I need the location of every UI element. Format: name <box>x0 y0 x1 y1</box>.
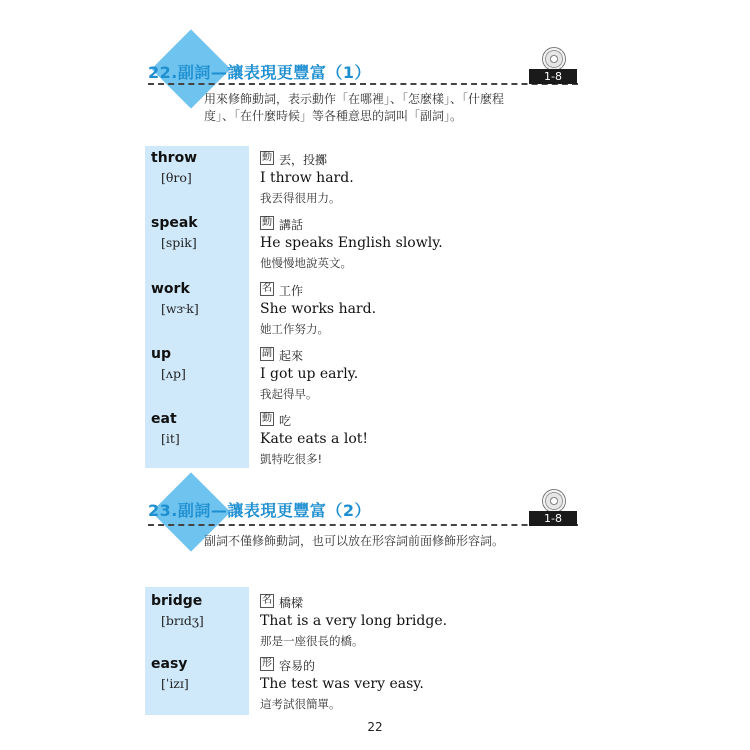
phonetic: [ˈizɪ] <box>161 676 189 691</box>
phonetic: [ʌp] <box>161 366 186 381</box>
part-of-speech-badge: 動 <box>262 152 272 163</box>
vocab-entry <box>145 346 585 408</box>
vocab-entry <box>145 411 585 473</box>
part-of-speech-badge: 副 <box>262 348 272 359</box>
description-line: 用來修飾動詞，表示動作「在哪裡」、「怎麼樣」、「什麼程 <box>204 92 505 106</box>
phonetic: [spik] <box>161 235 197 250</box>
example-translation: 這考試很簡單。 <box>260 697 341 711</box>
section-title: 23.副詞—讓表現更豐富（2） <box>148 501 371 520</box>
example-sentence: She works hard. <box>260 301 377 317</box>
example-sentence: I got up early. <box>260 366 359 382</box>
meaning: 丟，投擲 <box>279 153 328 167</box>
description-line: 度」、「在什麼時候」等各種意思的詞叫「副詞」。 <box>204 109 463 123</box>
phonetic: [θro] <box>161 170 192 185</box>
vocab-entry <box>145 150 585 212</box>
vocab-table-23 <box>145 587 585 715</box>
cd-icon <box>542 489 566 513</box>
vocab-entry <box>145 593 585 655</box>
vocab-table-22 <box>145 146 585 468</box>
vocab-entry <box>145 656 585 718</box>
example-translation: 我丟得很用力。 <box>260 191 341 205</box>
vocab-word: speak <box>151 215 198 231</box>
vocab-entry <box>145 281 585 343</box>
part-of-speech-badge: 名 <box>262 283 272 294</box>
phonetic: [it] <box>161 431 180 446</box>
vocab-word: bridge <box>151 593 203 609</box>
part-of-speech-badge: 動 <box>262 413 272 424</box>
cd-icon <box>542 47 566 71</box>
track-badge: 1-8 <box>529 511 577 526</box>
part-of-speech-badge: 形 <box>262 658 272 669</box>
meaning: 容易的 <box>279 659 316 673</box>
meaning: 起來 <box>279 349 304 363</box>
example-sentence: I throw hard. <box>260 170 354 186</box>
description-line: 副詞不僅修飾動詞，也可以放在形容詞前面修飾形容詞。 <box>204 534 505 548</box>
vocab-word: eat <box>151 411 177 427</box>
title-divider <box>148 524 578 526</box>
meaning: 橋樑 <box>279 596 304 610</box>
example-sentence: That is a very long bridge. <box>260 613 448 629</box>
meaning: 工作 <box>279 284 304 298</box>
example-translation: 那是一座很長的橋。 <box>260 634 364 648</box>
section-description <box>204 533 504 550</box>
part-of-speech-badge: 動 <box>262 217 272 228</box>
example-translation: 她工作努力。 <box>260 322 329 336</box>
vocab-entry <box>145 215 585 277</box>
vocab-word: up <box>151 346 171 362</box>
section-title: 22.副詞—讓表現更豐富（1） <box>148 63 371 82</box>
section-description <box>204 91 504 125</box>
phonetic: [wɝk] <box>161 301 199 316</box>
part-of-speech-badge: 名 <box>262 595 272 606</box>
vocab-word: throw <box>151 150 198 166</box>
example-sentence: Kate eats a lot! <box>260 431 369 447</box>
example-translation: 我起得早。 <box>260 387 318 401</box>
meaning: 講話 <box>279 218 304 232</box>
track-badge: 1-8 <box>529 69 577 84</box>
vocab-word: easy <box>151 656 188 672</box>
phonetic: [brɪdʒ] <box>161 613 204 628</box>
example-translation: 他慢慢地說英文。 <box>260 256 352 270</box>
vocab-word: work <box>151 281 190 297</box>
title-divider <box>148 83 578 85</box>
example-translation: 凱特吃很多! <box>260 452 323 466</box>
meaning: 吃 <box>279 414 292 428</box>
example-sentence: The test was very easy. <box>260 676 424 692</box>
example-sentence: He speaks English slowly. <box>260 235 443 251</box>
page-number: 22 <box>367 720 383 734</box>
